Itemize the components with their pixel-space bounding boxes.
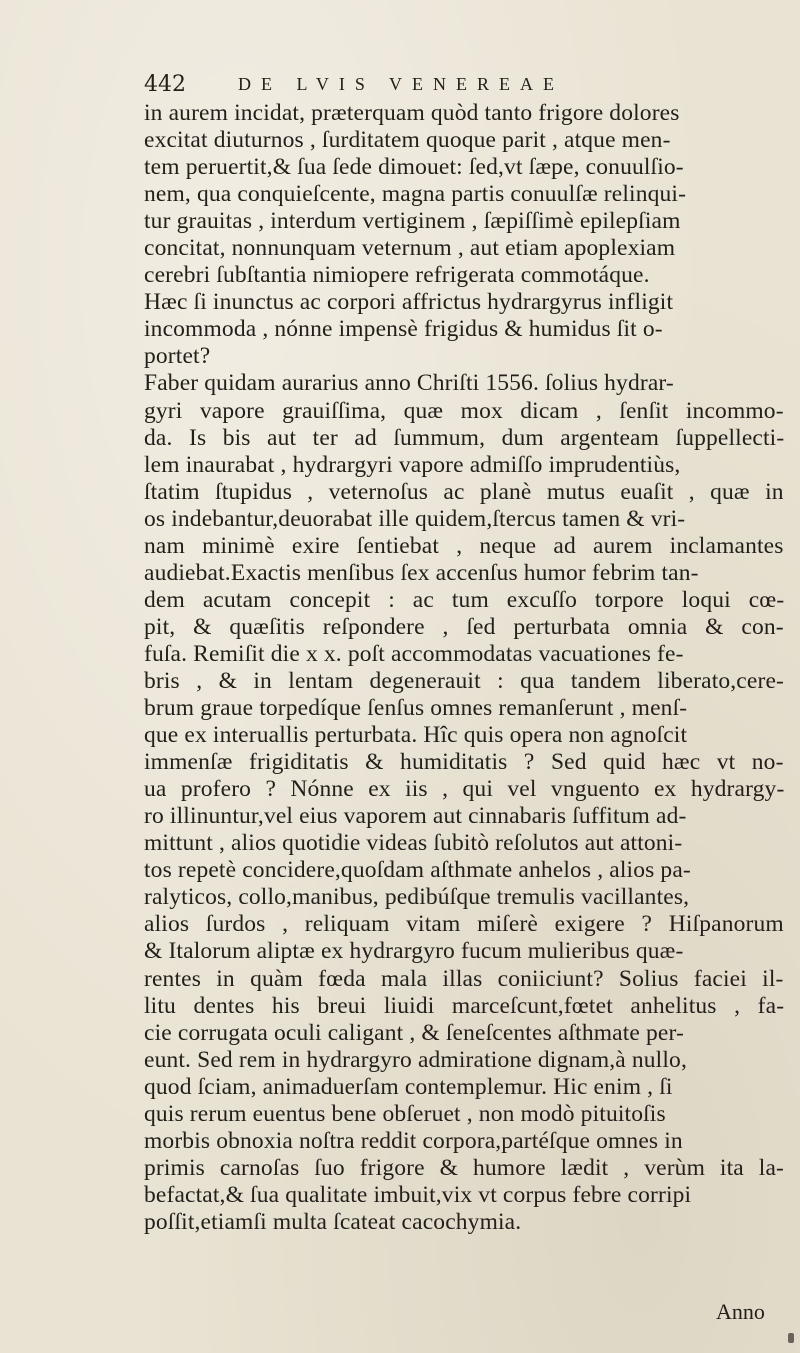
text-line: ua profero ? Nónne ex iis , qui vel vnguento ex hydrargy-: [144, 776, 785, 803]
text-line: lem inaurabat , hydrargyri vapore admiſſo imprudentiùs,: [144, 451, 681, 478]
text-line: ralyticos, collo,manibus, pedibúſque tremulis vacillantes,: [144, 884, 690, 911]
catchword: Anno: [716, 1299, 765, 1324]
text-line: brum graue torpedíque ſenſus omnes remanſerunt , menſ-: [144, 695, 688, 722]
text-line: ro illinuntur,vel eius vaporem aut cinnabaris ſuffitum ad-: [144, 803, 687, 830]
page-header: [144, 72, 744, 100]
text-line: dem acutam concepit : ac tum excuſſo torpore loqui cœ-: [144, 586, 785, 613]
text-line: que ex interuallis perturbata. Hîc quis opera non agnoſcit: [144, 722, 688, 749]
ink-stain: [788, 1333, 794, 1343]
running-head: DE LVIS VENEREAE: [238, 74, 564, 94]
body-text: [144, 100, 784, 1236]
text-line: os indebantur,deuorabat ille quidem,ſtercus tamen & vri-: [144, 505, 686, 532]
text-line: ſtatim ſtupidus , veternoſus ac planè mutus euaſit , quæ in: [144, 478, 784, 505]
text-line: bris , & in lentam degenerauit : qua tandem liberato,cere-: [144, 667, 785, 694]
text-line: & Italorum aliptæ ex hydrargyro fucum mulieribus quæ-: [144, 938, 684, 965]
text-line: morbis obnoxia noſtra reddit corpora,partéſque omnes in: [144, 1127, 683, 1154]
page-number: 442: [144, 72, 186, 97]
text-line: quod ſciam, animaduerſam contemplemur. Hic enim , ſi: [144, 1073, 673, 1100]
text-line: tem peruertit,& ſua ſede dimouet: ſed,vt ſæpe, conuulſio-: [144, 154, 684, 181]
text-line: in aurem incidat, præterquam quòd tanto frigore dolores: [144, 100, 680, 126]
text-line: pit, & quæſitis reſpondere , ſed perturbata omnia & con-: [144, 613, 784, 640]
text-line: quis rerum euentus bene obſeruet , non modò pituitoſis: [144, 1100, 666, 1127]
text-line: tur grauitas , interdum vertiginem , ſæpiſſimè epilepſiam: [144, 208, 681, 235]
text-line: rentes in quàm fœda mala illas coniiciunt? Solius faciei il-: [144, 965, 784, 992]
text-line: eunt. Sed rem in hydrargyro admiratione dignam,à nullo,: [144, 1046, 687, 1073]
text-line: fuſa. Remiſit die x x. poſt accommodatas vacuationes fe-: [144, 640, 684, 667]
text-line: Hæc ſi inunctus ac corpori affrictus hydrargyrus infligit: [144, 289, 674, 316]
text-line: excitat diuturnos , ſurditatem quoque parit , atque men-: [144, 127, 671, 154]
text-line: poſſit,etiamſi multa ſcateat cacochymia.: [144, 1208, 522, 1235]
text-line: audiebat.Exactis menſibus ſex accenſus humor febrim tan-: [144, 559, 699, 586]
text-line: immenſæ frigiditatis & humiditatis ? Sed quid hæc vt no-: [144, 749, 784, 776]
text-line: portet?: [144, 343, 211, 370]
text-line: nem, qua conquieſcente, magna partis conuulſæ relinqui-: [144, 181, 687, 208]
text-line: da. Is bis aut ter ad ſummum, dum argenteam ſuppellecti-: [144, 424, 785, 451]
text-line: concitat, nonnunquam veternum , aut etiam apoplexiam: [144, 235, 676, 262]
text-line: litu dentes his breui liuidi marceſcunt,fœtet anhelitus , fa-: [144, 992, 785, 1019]
text-line: gyri vapore grauiſſima, quæ mox dicam , ſenſit incommo-: [144, 397, 784, 424]
text-line: Faber quidam aurarius anno Chriſti 1556. ſolius hydrar-: [144, 370, 674, 397]
text-line: nam minimè exire ſentiebat , neque ad aurem inclamantes: [144, 532, 784, 559]
text-line: befactat,& ſua qualitate imbuit,vix vt corpus febre corripi: [144, 1181, 692, 1208]
text-line: incommoda , nónne impensè frigidus & humidus ſit o-: [144, 316, 663, 343]
text-line: cerebri ſubſtantia nimiopere refrigerata commotáque.: [144, 262, 650, 289]
text-line: mittunt , alios quotidie videas ſubitò reſolutos aut attoni-: [144, 830, 683, 857]
text-line: cie corrugata oculi caligant , & ſeneſcentes aſthmate per-: [144, 1019, 684, 1046]
text-line: primis carnoſas ſuo frigore & humore lædit , verùm ita la-: [144, 1154, 785, 1181]
text-line: tos repetè concidere,quoſdam aſthmate anhelos , alios pa-: [144, 857, 691, 884]
text-line: alios ſurdos , reliquam vitam miſerè exigere ? Hiſpanorum: [144, 911, 784, 938]
